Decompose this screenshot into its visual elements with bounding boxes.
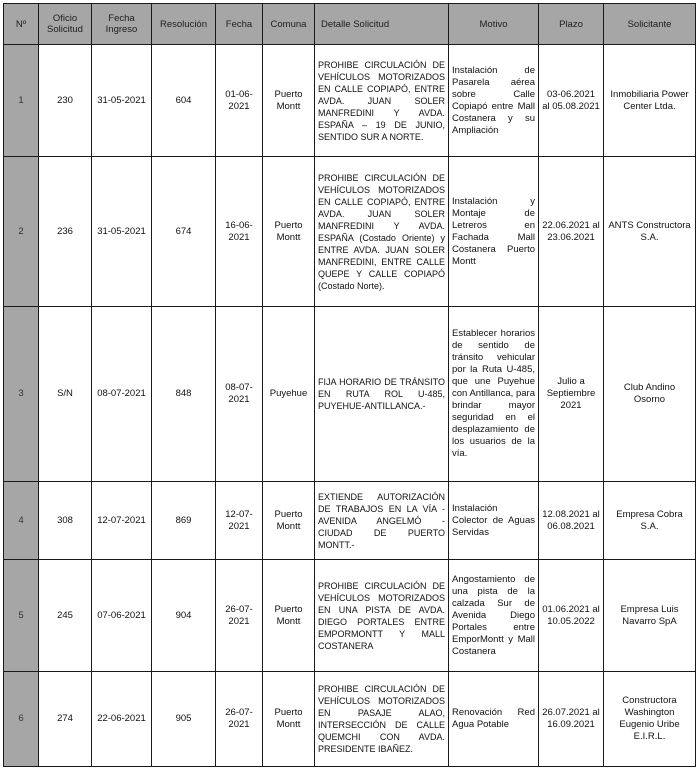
cell-plazo: 01.06.2021 al 10.05.2022 [539,560,604,672]
header-no: Nº [4,4,39,45]
cell-fecha-ingreso: 31-05-2021 [92,45,152,157]
cell-motivo: Instalación Colector de Aguas Servidas [449,482,539,560]
cell-detalle: EXTIENDE AUTORIZACIÓN DE TRABAJOS EN LA VÍA - AVENIDA ANGELMÓ - CIUDAD DE PUERTO MONTT.- [315,482,449,560]
cell-solicitante: Empresa Cobra S.A. [604,482,696,560]
cell-plazo: 03-06.2021 al 05.08.2021 [539,45,604,157]
cell-fecha-ingreso: 08-07-2021 [92,307,152,482]
cell-plazo: Julio a Septiembre 2021 [539,307,604,482]
cell-fecha: 16-06-2021 [216,157,263,307]
cell-comuna: Puerto Montt [263,157,315,307]
header-fecha-ingreso: Fecha Ingreso [92,4,152,45]
cell-fecha-ingreso: 22-06-2021 [92,672,152,767]
cell-solicitante: ANTS Constructora S.A. [604,157,696,307]
cell-resolucion: 848 [152,307,216,482]
cell-no: 5 [4,560,39,672]
header-plazo: Plazo [539,4,604,45]
cell-detalle: PROHIBE CIRCULACIÓN DE VEHÍCULOS MOTORIZADOS EN UNA PISTA DE AVDA. DIEGO PORTALES ENTRE EMPORMONTT Y MALL COSTANERA [315,560,449,672]
cell-no: 4 [4,482,39,560]
cell-oficio: S/N [39,307,92,482]
cell-comuna: Puerto Montt [263,560,315,672]
cell-detalle: FIJA HORARIO DE TRÁNSITO EN RUTA ROL U-485, PUYEHUE-ANTILLANCA.- [315,307,449,482]
cell-comuna: Puerto Montt [263,45,315,157]
cell-resolucion: 904 [152,560,216,672]
resolutions-table [3,3,696,767]
header-row [4,4,696,45]
cell-oficio: 236 [39,157,92,307]
cell-solicitante: Inmobiliaria Power Center Ltda. [604,45,696,157]
cell-fecha-ingreso: 12-07-2021 [92,482,152,560]
cell-oficio: 308 [39,482,92,560]
cell-motivo: Angostamiento de una pista de la calzada Sur de Avenida Diego Portales entre EmporMontt y Mall Costanera [449,560,539,672]
table-row [4,672,696,767]
table-row [4,307,696,482]
cell-motivo: Establecer horarios de sentido de tránsito vehicular por la Ruta U-485, que une Puyehue con Antillanca, para brindar mayor seguridad en el desplazamiento de los usuarios de la vía. [449,307,539,482]
cell-detalle: PROHIBE CIRCULACIÓN DE VEHÍCULOS MOTORIZADOS EN CALLE COPIAPÓ, ENTRE AVDA. JUAN SOLER MANFREDINI Y AVDA. ESPAÑA – 19 DE JUNIO, SENTIDO SUR A NORTE. [315,45,449,157]
table-row [4,45,696,157]
cell-resolucion: 674 [152,157,216,307]
header-solicitante: Solicitante [604,4,696,45]
cell-comuna: Puyehue [263,307,315,482]
cell-solicitante: Club Andino Osorno [604,307,696,482]
cell-detalle: PROHIBE CIRCULACIÓN DE VEHÍCULOS MOTORIZADOS EN PASAJE ALAO, INTERSECCIÓN DE CALLE QUEMCHI CON AVDA. PRESIDENTE IBAÑEZ. [315,672,449,767]
cell-resolucion: 905 [152,672,216,767]
cell-fecha-ingreso: 31-05-2021 [92,157,152,307]
cell-no: 1 [4,45,39,157]
cell-oficio: 245 [39,560,92,672]
cell-plazo: 22.06.2021 al 23.06.2021 [539,157,604,307]
cell-fecha: 01-06-2021 [216,45,263,157]
header-motivo: Motivo [449,4,539,45]
cell-oficio: 230 [39,45,92,157]
cell-solicitante: Constructora Washington Eugenio Uribe E.I.R.L. [604,672,696,767]
header-resolucion: Resolución [152,4,216,45]
cell-no: 3 [4,307,39,482]
document-page [3,3,695,779]
cell-detalle: PROHIBE CIRCULACIÓN DE VEHÍCULOS MOTORIZADOS EN CALLE COPIAPÓ, ENTRE AVDA. JUAN SOLER MANFREDINI Y AVDA. ESPAÑA (Costado Oriente) y ENTRE AVDA. JUAN SOLER MANFREDINI, ENTRE CALLE QUEPE Y CALLE COPIAPÓ (Costado Norte). [315,157,449,307]
cell-oficio: 274 [39,672,92,767]
cell-motivo: Instalación y Montaje de Letreros en Fachada Mall Costanera Puerto Montt [449,157,539,307]
header-oficio-solicitud: Oficio Solicitud [39,4,92,45]
cell-no: 2 [4,157,39,307]
cell-solicitante: Empresa Luis Navarro SpA [604,560,696,672]
cell-plazo: 26.07.2021 al 16.09.2021 [539,672,604,767]
header-fecha: Fecha [216,4,263,45]
table-row [4,157,696,307]
cell-motivo: Renovación Red Agua Potable [449,672,539,767]
cell-resolucion: 604 [152,45,216,157]
cell-fecha: 08-07-2021 [216,307,263,482]
header-comuna: Comuna [263,4,315,45]
cell-comuna: Puerto Montt [263,482,315,560]
cell-motivo: Instalación de Pasarela aérea sobre Calle Copiapó entre Mall Costanera y su Ampliación [449,45,539,157]
cell-fecha-ingreso: 07-06-2021 [92,560,152,672]
cell-plazo: 12.08.2021 al 06.08.2021 [539,482,604,560]
cell-fecha: 26-07-2021 [216,672,263,767]
cell-no: 6 [4,672,39,767]
table-row [4,560,696,672]
cell-fecha: 12-07-2021 [216,482,263,560]
cell-comuna: Puerto Montt [263,672,315,767]
cell-resolucion: 869 [152,482,216,560]
table-row [4,482,696,560]
header-detalle-solicitud: Detalle Solicitud [315,4,449,45]
cell-fecha: 26-07-2021 [216,560,263,672]
